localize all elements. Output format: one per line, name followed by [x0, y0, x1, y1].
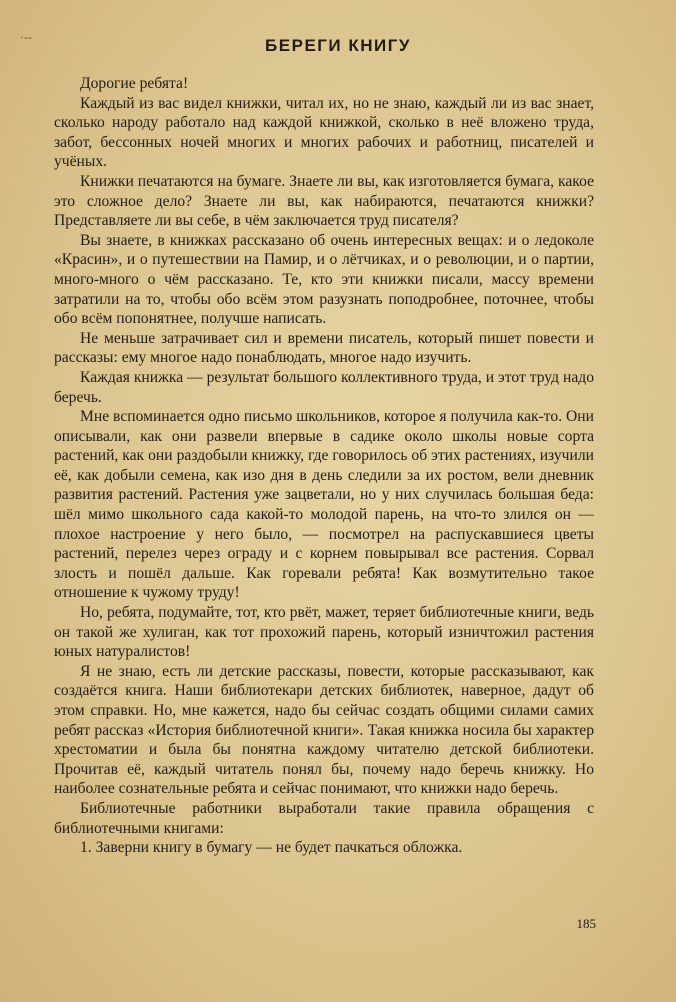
page-title: БЕРЕГИ КНИГУ — [265, 36, 411, 55]
paragraph: Дорогие ребята! — [80, 75, 189, 92]
corner-mark: ·-- — [20, 30, 32, 44]
body-text — [54, 74, 594, 858]
paragraph: Но, ребята, подумайте, тот, кто рвёт, мажет, теряет библиотечные книги, ведь он такой же хулиган, как тот прохожий парень, который изничтожил растения юных натуралистов! — [54, 604, 594, 661]
list-item: 1. Заверни книгу в бумагу — не будет пачкаться обложка. — [80, 839, 463, 857]
paragraph: Не меньше затрачивает сил и времени писатель, который пишет повести и рассказы: ему многое надо понаблюдать, многое надо изучить. — [54, 329, 594, 367]
paragraph: Каждая книжка — результат большого коллективного труда, и этот труд надо беречь. — [54, 368, 594, 406]
paragraph: Каждый из вас видел книжки, читал их, но не знаю, каждый ли из вас знает, сколько народу работало над каждой книжкой, сколько в неё вложено труда, забот, бессонных ночей многих и многих рабочих и работниц, писателей и учёных. — [54, 94, 594, 171]
paragraph: Книжки печатаются на бумаге. Знаете ли вы, как изготовляется бумага, какое это сложное дело? Знаете ли вы, как набираются, печатаются книжки? Представляете ли вы себе, в чём заключается труд писателя? — [54, 172, 594, 230]
page-number: 185 — [576, 916, 596, 931]
paragraph: Библиотечные работники выработали такие правила обращения с библиотечными книгами: — [54, 799, 594, 837]
paragraph: Мне вспоминается одно письмо школьников, которое я получила как-то. Они описывали, как они развели впервые в садике около школы новые сорта растений, как они раздобыли книжку, где говорилось об этих растениях, изучили её, как добыли семена, как изо дня в день следили за их ростом, вели дневник развития растений. Растения уже зацветали, но у них случилась большая беда: шёл мимо школьного сада какой-то молодой парень, на что-то злился он — плохое настроение у него было, — посмотрел на распускавшиеся цветы растений, перелез через ограду и с корнем повырывал все растения. Сорвал злость и пошёл дальше. Как горевали ребята! Как возмутительно такое отношение к чужому труду! — [54, 408, 594, 602]
paragraph: Вы знаете, в книжках рассказано об очень интересных вещах: и о ледоколе «Красин», и о путешествии на Памир, и о лётчиках, и о революции, и о партии, много-много о чём рассказано. Те, кто эти книжки писали, массу времени затратили на то, чтобы обо всём этом разузнать поподробнее, поточнее, чтобы обо всём попонятнее, получше написать. — [54, 231, 594, 328]
paragraph: Я не знаю, есть ли детские рассказы, повести, которые рассказывают, как создаётся книга. Наши библиотекари детских библиотек, наверное, дадут об этом справки. Но, мне кажется, надо бы сейчас создать общими силами самих ребят рассказ «История библиотечной книги». Такая книжка носила бы характер хрестоматии и была бы понятна каждому читателю детской библиотеки. Прочитав её, каждый читатель понял бы, почему надо беречь книжку. Но наиболее сознательные ребята и сейчас понимают, что книжки надо беречь. — [54, 662, 594, 798]
